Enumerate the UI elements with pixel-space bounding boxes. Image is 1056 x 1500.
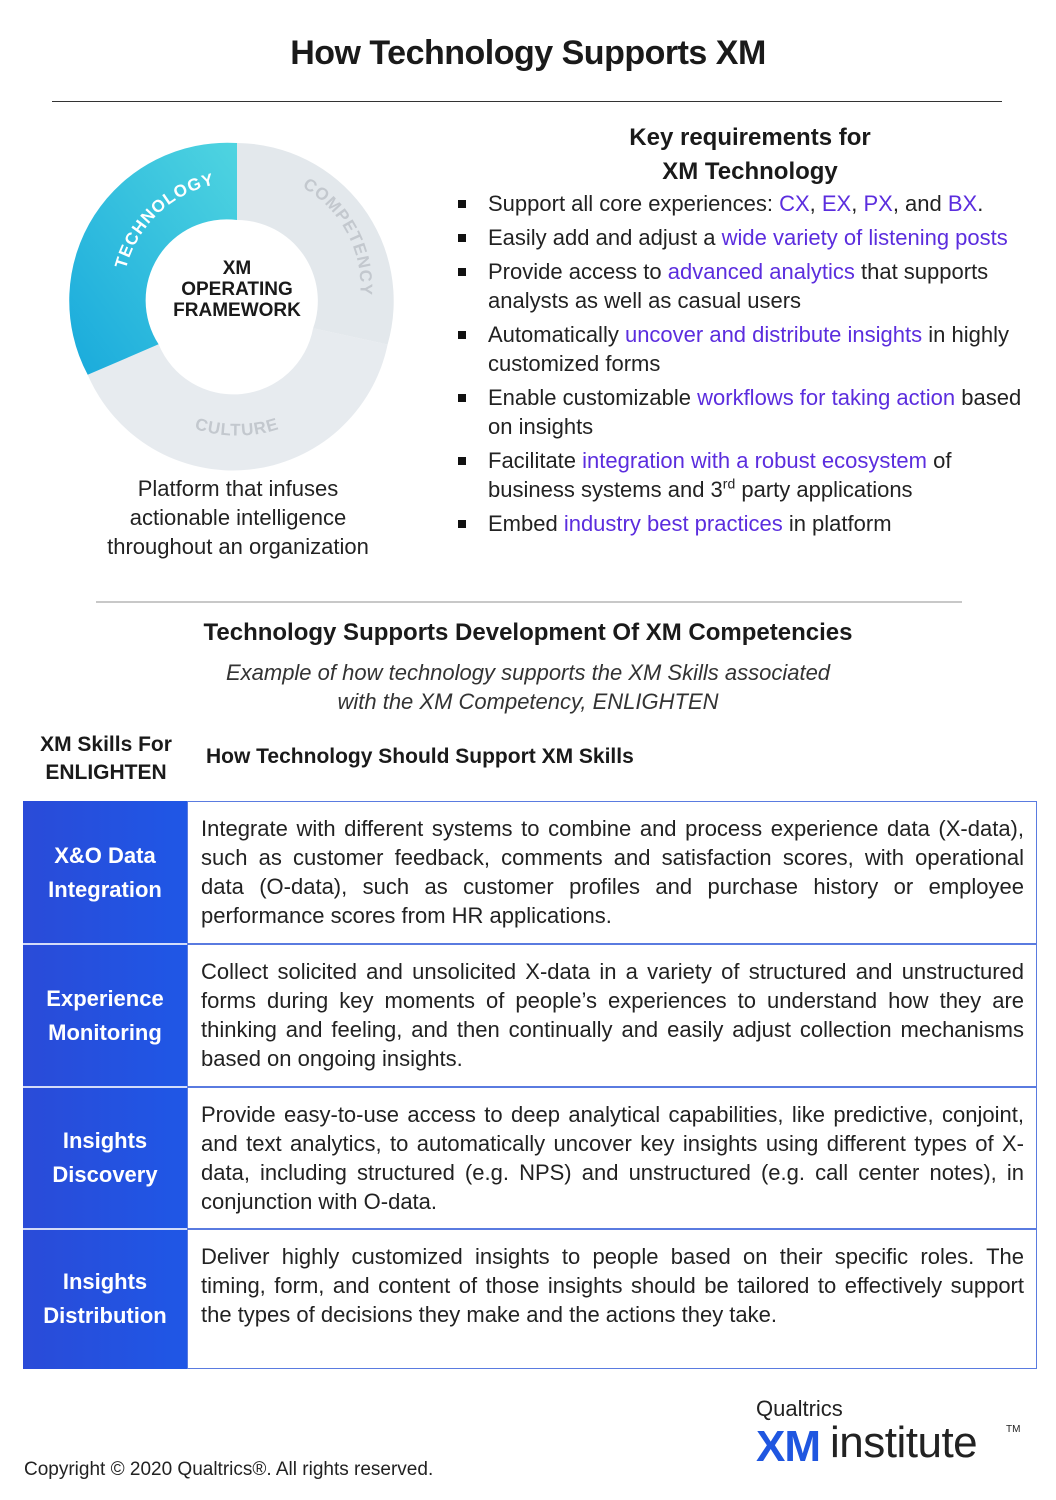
req-highlight: uncover and distribute insights xyxy=(624,322,923,347)
framework-center-line2: OPERATING xyxy=(181,279,293,300)
table-header-support: How Technology Should Support XM Skills xyxy=(206,745,634,768)
page-title: How Technology Supports XM xyxy=(290,34,766,72)
row-divider xyxy=(23,943,187,945)
header-line: ENLIGHTEN xyxy=(45,761,167,784)
bullet-icon xyxy=(458,520,466,528)
requirement-item xyxy=(455,509,1035,538)
skill-label-cell xyxy=(23,944,187,1087)
subtitle-line: Example of how technology supports the XM Skills associated xyxy=(225,660,831,685)
requirements-title xyxy=(570,121,930,189)
skill-description: Collect solicited and unsolicited X-data in a variety of structured and unstructured forms during key moments of people’s experiences to understand how they are thinking and feeling, and then continually and easily adjust collection mechanisms based on ongoing insights. xyxy=(187,944,1037,1087)
req-highlight: BX xyxy=(947,191,978,216)
req-text: based on insights xyxy=(488,385,1022,439)
req-text: in highly customized forms xyxy=(488,322,1009,376)
skill-label: X&O Data xyxy=(54,842,156,868)
req-text: . xyxy=(977,191,984,216)
req-text: Easily add and adjust a xyxy=(488,225,722,250)
requirement-item xyxy=(455,223,1035,252)
skill-label-cell xyxy=(23,801,187,944)
requirement-item xyxy=(455,383,1035,441)
requirements-list xyxy=(455,189,1035,543)
req-highlight: advanced analytics xyxy=(667,259,855,284)
row-divider xyxy=(23,1086,187,1088)
skills-table xyxy=(23,801,1037,1369)
caption-line: Platform that infuses xyxy=(137,476,339,501)
skill-label: Insights xyxy=(62,1269,148,1294)
skill-description: Provide easy-to-use access to deep analytical capabilities, like predictive, conjoint, and text analytics, to automatically uncover key insights using different types of X-data, including structured (e.g. NPS) and unstructured (e.g. call center notes), in conjunction with O-data. xyxy=(187,1087,1037,1229)
caption-line: actionable intelligence xyxy=(129,505,347,530)
framework-center-line1: XM xyxy=(222,258,252,279)
req-highlight: industry best practices xyxy=(563,511,783,536)
competency-label: COMPETENCY xyxy=(299,174,376,297)
req-highlight: wide variety of listening posts xyxy=(721,225,1008,250)
brand-qualtrics: Qualtrics xyxy=(756,1396,843,1421)
req-text: Embed xyxy=(488,511,564,536)
table-header-skills xyxy=(24,731,188,787)
req-text: , xyxy=(851,191,864,216)
header-line: XM Skills For xyxy=(40,733,172,756)
req-highlight: CX xyxy=(779,191,810,216)
bullet-icon xyxy=(458,331,466,339)
req-superscript: rd xyxy=(722,475,736,492)
bullet-icon xyxy=(458,200,466,208)
req-text: , and xyxy=(892,191,948,216)
subtitle-line: with the XM Competency, ENLIGHTEN xyxy=(337,689,719,714)
technology-label: TECHNOLOGY xyxy=(111,169,217,271)
section-divider xyxy=(96,601,962,603)
bullet-icon xyxy=(458,394,466,402)
table-row xyxy=(23,944,1037,1087)
copyright: Copyright © 2020 Qualtrics®. All rights reserved. xyxy=(24,1459,434,1480)
row-divider xyxy=(23,1228,187,1230)
table-row xyxy=(23,1087,1037,1229)
req-text: Enable customizable xyxy=(488,385,698,410)
brand-xm-logo: XM xyxy=(756,1422,820,1471)
req-text: , xyxy=(809,191,822,216)
requirement-item xyxy=(455,446,1035,504)
requirement-item xyxy=(455,257,1035,315)
req-text: Provide access to xyxy=(488,259,668,284)
table-row xyxy=(23,801,1037,944)
skill-label: Integration xyxy=(48,876,162,902)
bullet-icon xyxy=(458,268,466,276)
xm-operating-framework-diagram xyxy=(64,128,410,474)
section-title: Technology Supports Development Of XM Competencies xyxy=(203,619,853,646)
skill-description: Integrate with different systems to combine and process experience data (X-data), such as customer feedback, comments and satisfaction scores, with operational data (O-data), such as customer profiles and purchase history or employee performance scores from HR applications. xyxy=(187,801,1037,944)
requirement-item xyxy=(455,189,1035,218)
skill-label: Distribution xyxy=(43,1303,167,1328)
req-text: Support all core experiences: xyxy=(488,191,780,216)
bullet-icon xyxy=(458,234,466,242)
skill-label: Monitoring xyxy=(48,1019,162,1045)
req-text: party applications xyxy=(735,477,913,502)
bullet-icon xyxy=(458,457,466,465)
framework-center-line3: FRAMEWORK xyxy=(173,300,301,321)
skill-label-cell xyxy=(23,1087,187,1229)
req-text: that supports analysts as well as casual users xyxy=(488,259,989,313)
req-text: of business systems and 3 xyxy=(488,448,952,502)
req-text: Automatically xyxy=(488,322,625,347)
requirement-item xyxy=(455,320,1035,378)
title-divider xyxy=(52,101,1002,102)
req-highlight: EX xyxy=(821,191,852,216)
requirements-title-line2: XM Technology xyxy=(662,158,838,185)
req-highlight: PX xyxy=(863,191,893,216)
skill-label: Discovery xyxy=(52,1162,158,1187)
brand-institute: institute xyxy=(830,1418,978,1467)
skill-label: Experience xyxy=(46,985,164,1011)
framework-caption xyxy=(60,474,416,561)
table-row xyxy=(23,1229,1037,1369)
requirements-title-line1: Key requirements for xyxy=(629,124,871,151)
req-text: Facilitate xyxy=(488,448,583,473)
req-highlight: integration with a robust ecosystem xyxy=(582,448,927,473)
skill-label: Insights xyxy=(62,1128,148,1153)
skill-label-cell xyxy=(23,1229,187,1369)
caption-line: throughout an organization xyxy=(107,534,369,559)
skill-description: Deliver highly customized insights to people based on their specific roles. The timing, form, and content of those insights should be tailored to effectively support the types of decisions they make and the actions they take. xyxy=(187,1229,1037,1369)
brand-trademark: TM xyxy=(1006,1424,1021,1435)
section-subtitle xyxy=(0,658,1056,716)
culture-label: CULTURE xyxy=(193,414,281,440)
req-text: in platform xyxy=(782,511,892,536)
req-highlight: workflows for taking action xyxy=(697,385,956,410)
